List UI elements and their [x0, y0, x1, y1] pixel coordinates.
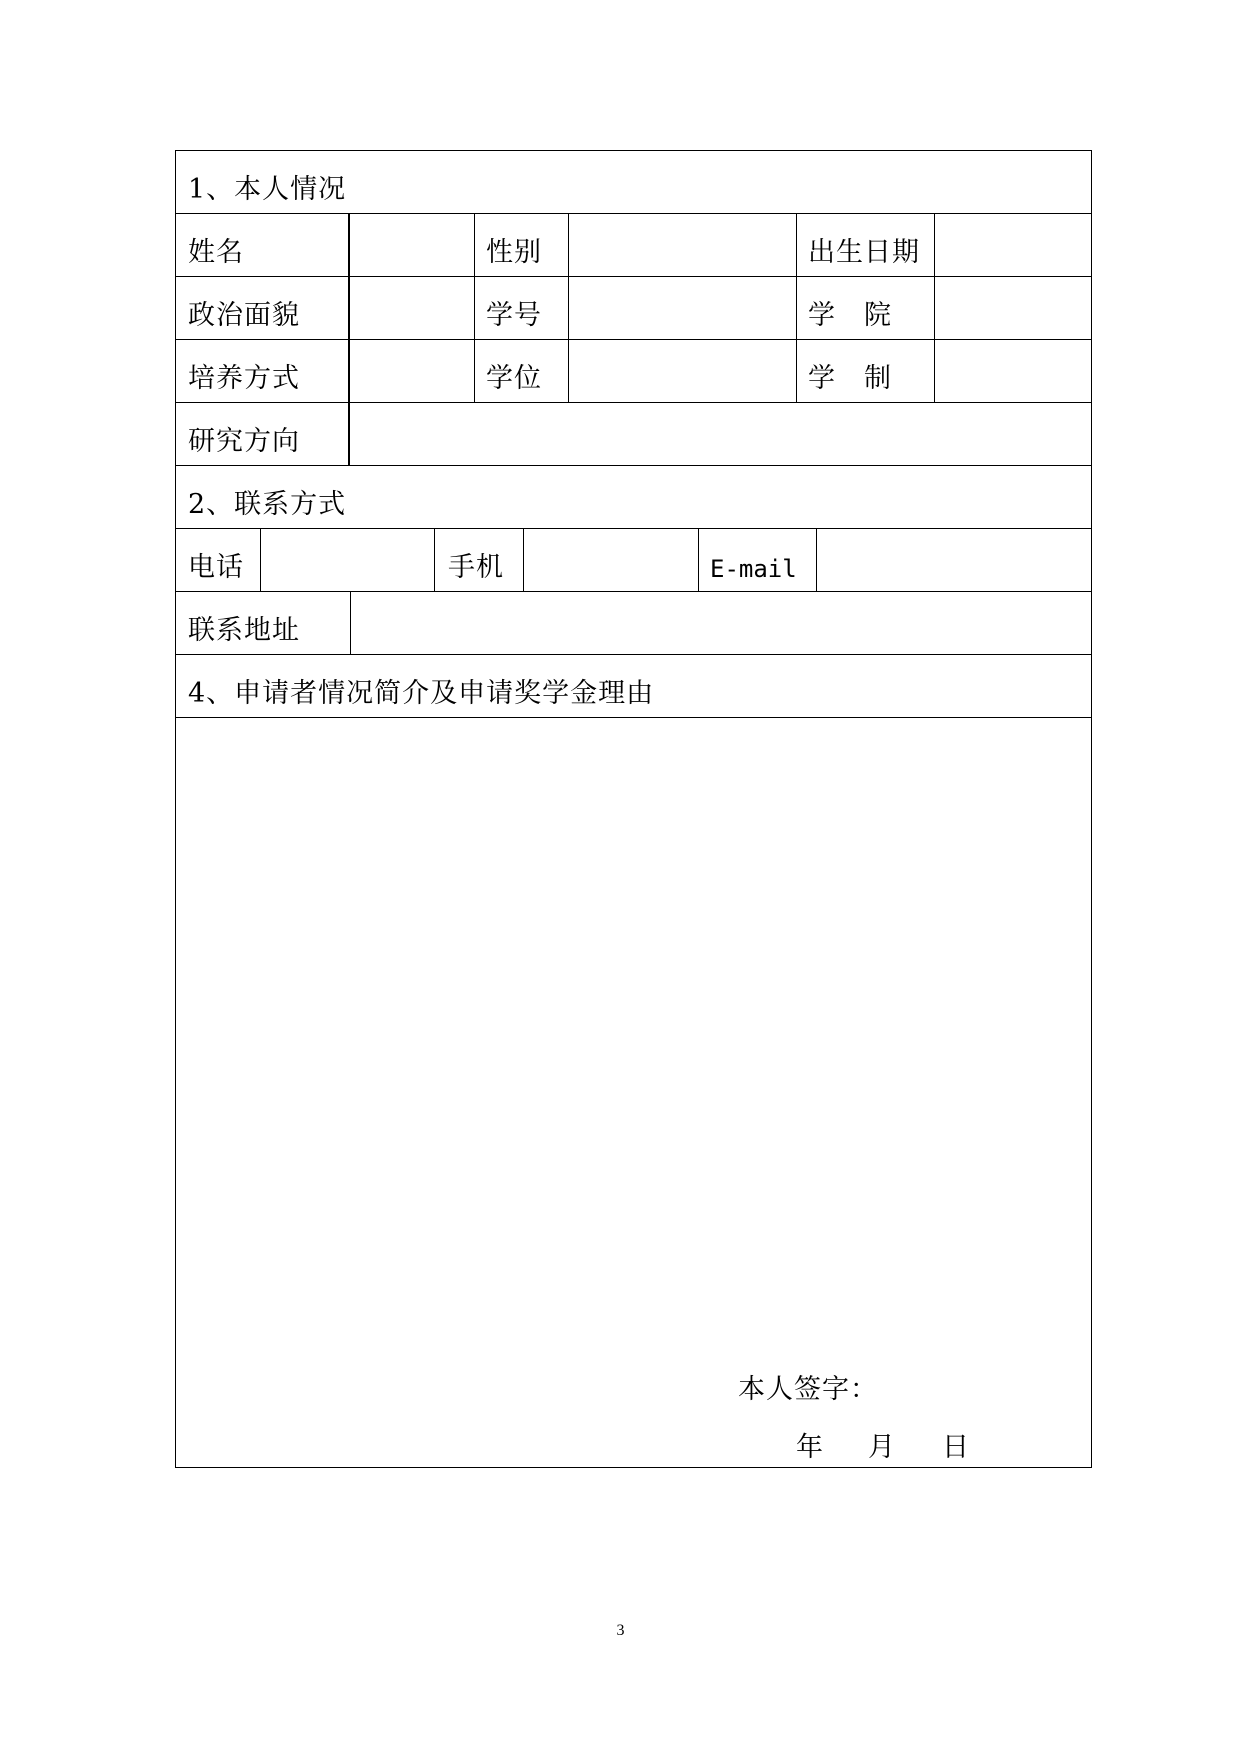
program-length-field[interactable] [936, 341, 1090, 401]
phone-field[interactable] [262, 530, 433, 590]
phone-label: 电话 [188, 552, 244, 583]
page-number: 3 [616, 1622, 625, 1639]
program-length-label: 学 制 [808, 363, 892, 394]
column-divider [796, 213, 797, 402]
address-field[interactable] [352, 593, 1090, 653]
row-divider [176, 654, 1091, 655]
gender-field[interactable] [570, 215, 795, 275]
row-divider [176, 213, 1091, 214]
column-divider [260, 528, 261, 591]
row-divider [176, 465, 1091, 466]
row-divider [176, 339, 1091, 340]
day-label: 日 [942, 1432, 970, 1463]
name-field[interactable] [350, 215, 473, 275]
college-label: 学 院 [808, 300, 892, 331]
row-divider [176, 591, 1091, 592]
degree-field[interactable] [570, 341, 795, 401]
row-divider [176, 717, 1091, 718]
signature-label: 本人签字： [738, 1374, 878, 1405]
email-field[interactable] [818, 530, 1090, 590]
college-field[interactable] [936, 278, 1090, 338]
row-divider [176, 276, 1091, 277]
political-status-field[interactable] [350, 278, 473, 338]
gender-label: 性别 [486, 237, 542, 268]
student-id-field[interactable] [570, 278, 795, 338]
birth-date-field[interactable] [936, 215, 1090, 275]
column-divider [350, 591, 351, 654]
political-status-label: 政治面貌 [188, 300, 300, 331]
column-divider [568, 213, 569, 402]
column-divider [934, 213, 935, 402]
column-divider [523, 528, 524, 591]
birth-date-label: 出生日期 [808, 237, 920, 268]
mobile-label: 手机 [448, 552, 504, 583]
research-direction-label: 研究方向 [188, 426, 300, 457]
column-divider [474, 213, 475, 402]
section4-title: 4、申请者情况简介及申请奖学金理由 [188, 678, 655, 709]
row-divider [176, 402, 1091, 403]
section2-title: 2、联系方式 [188, 489, 347, 520]
address-label: 联系地址 [188, 615, 300, 646]
year-label: 年 [796, 1432, 824, 1463]
email-label: E-mail [710, 555, 797, 583]
column-divider [434, 528, 435, 591]
name-label: 姓名 [188, 237, 244, 268]
mobile-field[interactable] [525, 530, 697, 590]
training-mode-label: 培养方式 [188, 363, 300, 394]
column-divider [698, 528, 699, 591]
month-label: 月 [868, 1432, 896, 1463]
training-mode-field[interactable] [350, 341, 473, 401]
column-divider [816, 528, 817, 591]
section1-title: 1、本人情况 [188, 174, 347, 205]
student-id-label: 学号 [486, 300, 542, 331]
row-divider [176, 528, 1091, 529]
degree-label: 学位 [486, 363, 542, 394]
research-direction-field[interactable] [350, 404, 1090, 464]
application-form-table [175, 150, 1092, 1468]
application-statement-field[interactable] [176, 719, 1090, 1319]
signature-field[interactable] [876, 1369, 1076, 1411]
